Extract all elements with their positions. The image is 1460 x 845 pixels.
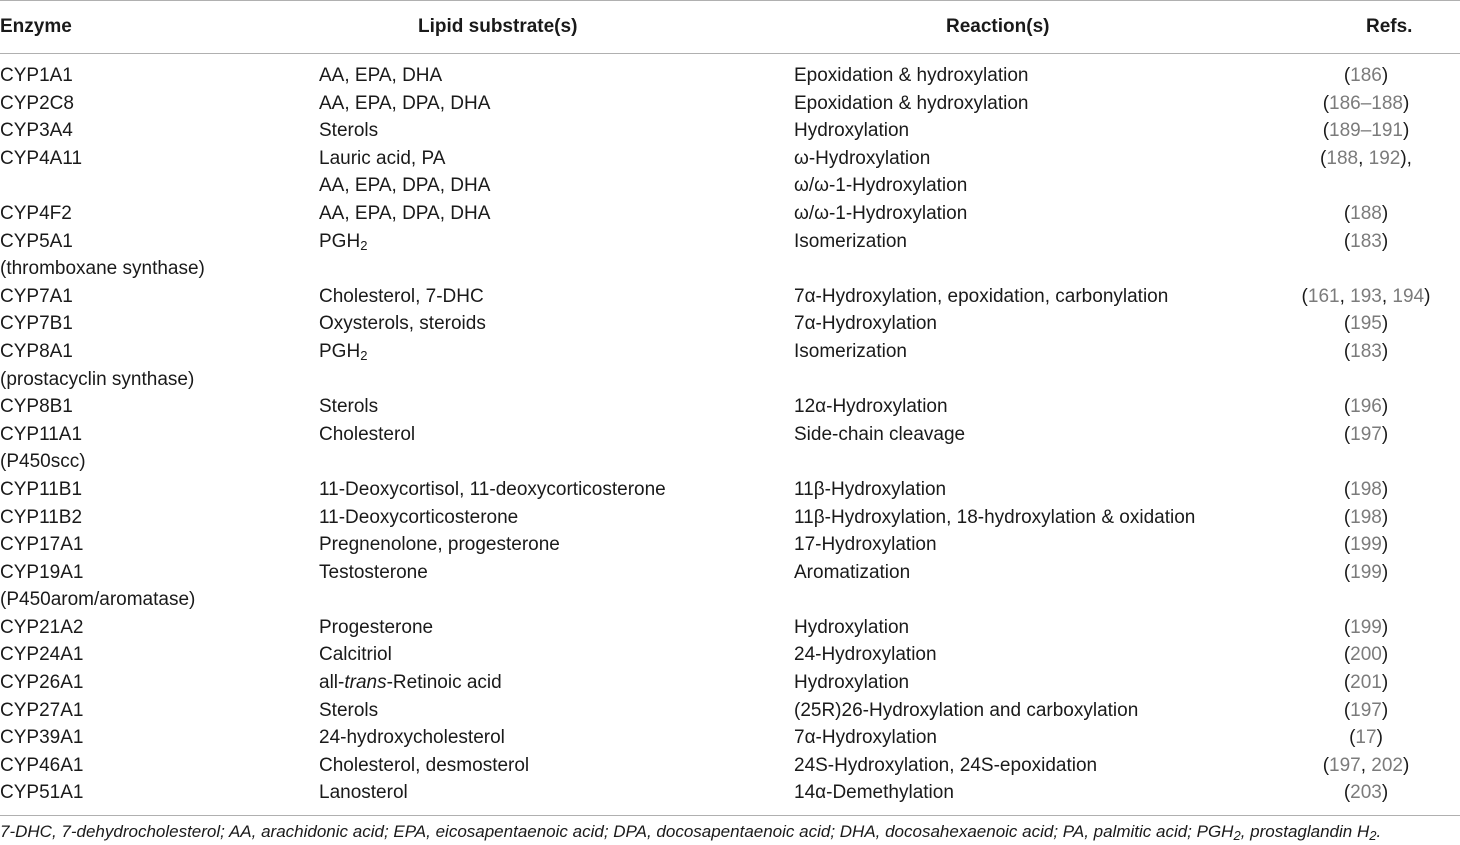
table-row — [0, 779, 1460, 807]
table-row — [0, 366, 1460, 394]
reference-link[interactable]: 198 — [1350, 506, 1382, 528]
substrate-cell — [319, 145, 445, 173]
enzyme-cell: CYP5A1 — [0, 230, 73, 252]
table-row — [0, 421, 1460, 449]
table-bottom-rule — [0, 815, 1460, 816]
table-row — [0, 228, 1460, 256]
reaction-cell: Epoxidation & hydroxylation — [794, 92, 1029, 114]
reaction-cell: Aromatization — [794, 561, 911, 583]
reaction-cell: 11β-Hydroxylation, 18-hydroxylation & oxidation — [794, 506, 1196, 528]
reaction-cell: Hydroxylation — [794, 672, 910, 694]
substrate-text: Calcitriol — [319, 644, 392, 666]
enzyme-cell: CYP39A1 — [0, 727, 84, 749]
substrate-cell — [319, 338, 367, 366]
substrate-cell — [319, 200, 490, 228]
substrate-cell — [319, 641, 392, 669]
table-row — [0, 338, 1460, 366]
reaction-cell: Side-chain cleavage — [794, 423, 966, 445]
substrate-text: PGH — [319, 340, 361, 362]
footnote-text-mid: , prostaglandin H — [1240, 822, 1370, 841]
refs-cell: (198) — [1343, 506, 1389, 528]
enzyme-cell: CYP11B2 — [0, 506, 83, 528]
reaction-cell: 24S-Hydroxylation, 24S-epoxidation — [794, 754, 1098, 776]
refs-cell: (183) — [1343, 340, 1389, 362]
reference-link[interactable]: 201 — [1350, 672, 1382, 694]
refs-cell: (199) — [1343, 561, 1389, 583]
reaction-cell: ω/ω-1-Hydroxylation — [794, 202, 968, 224]
reaction-cell: Isomerization — [794, 340, 907, 362]
refs-cell: (189–191) — [1322, 120, 1410, 142]
enzyme-cell: CYP8A1 — [0, 340, 73, 362]
reaction-cell: Hydroxylation — [794, 616, 910, 638]
reference-link[interactable]: 188 — [1350, 202, 1382, 224]
header-substrate: Lipid substrate(s) — [418, 16, 578, 37]
refs-cell: (186) — [1343, 65, 1389, 86]
reference-link[interactable]: 203 — [1350, 782, 1382, 804]
enzyme-cell: CYP17A1 — [0, 534, 84, 556]
reaction-cell: 14α-Demethylation — [794, 782, 954, 804]
table-row — [0, 172, 1460, 200]
enzyme-cell: (thromboxane synthase) — [0, 258, 205, 280]
substrate-text: AA, EPA, DPA, DHA — [319, 202, 491, 224]
substrate-text: Sterols — [319, 699, 379, 721]
enzyme-cell: (P450arom/aromatase) — [0, 589, 196, 611]
header-enzyme: Enzyme — [0, 16, 72, 37]
enzyme-cell: CYP51A1 — [0, 782, 84, 804]
reference-link[interactable]: 161 — [1307, 285, 1340, 307]
reference-link[interactable]: 183 — [1350, 230, 1382, 252]
refs-cell: (203) — [1343, 782, 1389, 804]
table-row — [0, 117, 1460, 145]
enzyme-cell: CYP27A1 — [0, 699, 84, 721]
refs-cell: (161, 193, 194) — [1301, 285, 1431, 307]
substrate-subscript: 2 — [360, 237, 368, 253]
substrate-text: Oxysterols, steroids — [319, 313, 486, 335]
footnote-sub-2: 2 — [1369, 828, 1377, 843]
substrate-prefix: all- — [319, 672, 345, 694]
substrate-text: PGH — [319, 230, 361, 252]
table-row — [0, 310, 1460, 338]
substrate-text: Lauric acid, PA — [319, 147, 446, 169]
substrate-text: Cholesterol, 7-DHC — [319, 285, 484, 307]
enzyme-cell: CYP46A1 — [0, 754, 84, 776]
substrate-cell — [319, 90, 490, 118]
table-row — [0, 448, 1460, 476]
enzyme-cell: CYP4F2 — [0, 202, 72, 224]
substrate-text: Pregnenolone, progesterone — [319, 534, 560, 556]
reference-link[interactable]: 189–191 — [1329, 120, 1403, 142]
table-row — [0, 200, 1460, 228]
reference-link[interactable]: 17 — [1355, 727, 1377, 749]
reference-link[interactable]: 199 — [1350, 534, 1382, 556]
substrate-cell — [319, 393, 378, 421]
table-row — [0, 697, 1460, 725]
substrate-cell — [319, 283, 484, 311]
substrate-text: AA, EPA, DHA — [319, 65, 443, 86]
enzyme-cell: CYP1A1 — [0, 65, 73, 86]
header-refs: Refs. — [1366, 16, 1413, 37]
enzyme-cell: CYP24A1 — [0, 644, 84, 666]
substrate-cell — [319, 697, 378, 725]
table-footnote — [0, 821, 1460, 843]
substrate-cell — [319, 228, 367, 256]
substrate-cell — [319, 752, 529, 780]
enzyme-cell: (P450scc) — [0, 451, 86, 473]
substrate-text: AA, EPA, DPA, DHA — [319, 175, 491, 197]
reaction-cell: (25R)26-Hydroxylation and carboxylation — [794, 699, 1139, 721]
substrate-italic: trans — [344, 672, 387, 694]
substrate-text: Progesterone — [319, 616, 434, 638]
refs-cell: (197, 202) — [1322, 754, 1410, 776]
refs-cell: (199) — [1343, 616, 1389, 638]
substrate-cell — [319, 504, 518, 532]
reference-link[interactable]: 192 — [1368, 147, 1401, 169]
substrate-text: Testosterone — [319, 561, 428, 583]
reference-link[interactable]: 196 — [1350, 396, 1382, 418]
table-row — [0, 90, 1460, 118]
reference-link[interactable]: 202 — [1371, 754, 1403, 776]
reference-link[interactable]: 197 — [1329, 754, 1361, 776]
reference-link[interactable]: 200 — [1350, 644, 1382, 666]
enzyme-cell: CYP26A1 — [0, 672, 84, 694]
reference-link[interactable]: 199 — [1350, 616, 1382, 638]
table-row — [0, 614, 1460, 642]
reaction-cell: Hydroxylation — [794, 120, 910, 142]
reference-link[interactable]: 183 — [1350, 340, 1382, 362]
table-row — [0, 669, 1460, 697]
enzyme-cell: CYP8B1 — [0, 396, 73, 418]
refs-cell: (197) — [1343, 699, 1389, 721]
table-row — [0, 283, 1460, 311]
substrate-cell — [319, 421, 415, 449]
reaction-cell: 12α-Hydroxylation — [794, 396, 948, 418]
footnote-text: 7-DHC, 7-dehydrocholesterol; AA, arachidonic acid; EPA, eicosapentaenoic acid; DPA, docosapentaenoic acid; DHA, docosahexaenoic acid; PA, palmitic acid; PGH — [0, 822, 1234, 841]
substrate-cell — [319, 669, 502, 697]
reference-link[interactable]: 195 — [1350, 313, 1382, 335]
refs-cell: (17) — [1349, 727, 1383, 749]
refs-cell: (199) — [1343, 534, 1389, 556]
reaction-cell: ω-Hydroxylation — [794, 147, 931, 169]
refs-cell: (195) — [1343, 313, 1389, 335]
enzyme-cell: CYP4A11 — [0, 147, 83, 169]
enzyme-cell: CYP3A4 — [0, 120, 73, 142]
refs-cell: (201) — [1343, 672, 1389, 694]
refs-trailing: , — [1406, 147, 1412, 169]
enzyme-cell: (prostacyclin synthase) — [0, 368, 195, 390]
enzyme-cell: CYP11A1 — [0, 423, 83, 445]
table-row — [0, 255, 1460, 283]
table-header — [0, 0, 1460, 54]
table-row — [0, 393, 1460, 421]
reference-link[interactable]: 197 — [1350, 699, 1382, 721]
substrate-text: Sterols — [319, 396, 379, 418]
substrate-cell — [319, 476, 666, 504]
reference-link[interactable]: 186 — [1350, 65, 1382, 86]
table-row — [0, 476, 1460, 504]
substrate-cell — [319, 172, 490, 200]
refs-cell: (186–188) — [1322, 92, 1410, 114]
substrate-text: 24-hydroxycholesterol — [319, 727, 505, 749]
header-reaction: Reaction(s) — [946, 16, 1050, 37]
reaction-cell: 17-Hydroxylation — [794, 534, 937, 556]
footnote-text-end: . — [1376, 822, 1382, 841]
table-row — [0, 504, 1460, 532]
reaction-cell: 7α-Hydroxylation — [794, 313, 937, 335]
substrate-cell — [319, 531, 560, 559]
table-row — [0, 62, 1460, 90]
refs-cell: (188) — [1343, 202, 1389, 224]
enzyme-cell: CYP21A2 — [0, 616, 84, 638]
reference-link[interactable]: 198 — [1350, 478, 1382, 500]
substrate-cell — [319, 779, 408, 807]
substrate-cell — [319, 559, 428, 587]
table-row — [0, 752, 1460, 780]
refs-cell: (198) — [1343, 478, 1389, 500]
reference-link[interactable]: 188 — [1326, 147, 1359, 169]
table-row — [0, 559, 1460, 587]
footnote-sub-1: 2 — [1233, 828, 1241, 843]
reference-link[interactable]: 197 — [1350, 423, 1382, 445]
enzyme-cell: CYP7B1 — [0, 313, 73, 335]
reaction-cell: 7α-Hydroxylation — [794, 727, 937, 749]
reaction-cell: ω/ω-1-Hydroxylation — [794, 175, 968, 197]
substrate-text: Sterols — [319, 120, 379, 142]
table-row — [0, 145, 1460, 173]
refs-cell: (188, 192), — [1320, 147, 1412, 169]
reference-link[interactable]: 193 — [1350, 285, 1382, 307]
reference-link[interactable]: 186–188 — [1329, 92, 1403, 114]
refs-cell: (196) — [1343, 396, 1389, 418]
table-row — [0, 586, 1460, 614]
refs-cell: (183) — [1343, 230, 1389, 252]
enzyme-cell: CYP2C8 — [0, 92, 74, 114]
substrate-cell — [319, 614, 433, 642]
substrate-text: 11-Deoxycorticosterone — [319, 506, 519, 528]
enzyme-cell: CYP19A1 — [0, 561, 84, 583]
reaction-cell: Epoxidation & hydroxylation — [794, 65, 1029, 86]
substrate-cell — [319, 724, 505, 752]
reaction-cell: Isomerization — [794, 230, 907, 252]
table-row — [0, 531, 1460, 559]
table-row — [0, 724, 1460, 752]
refs-cell: (200) — [1343, 644, 1389, 666]
reaction-cell: 24-Hydroxylation — [794, 644, 937, 666]
enzyme-cell: CYP11B1 — [0, 478, 83, 500]
substrate-cell — [319, 117, 378, 145]
enzyme-cell: CYP7A1 — [0, 285, 73, 307]
substrate-text: Cholesterol, desmosterol — [319, 754, 530, 776]
reaction-cell: 11β-Hydroxylation — [794, 478, 947, 500]
substrate-text: AA, EPA, DPA, DHA — [319, 92, 491, 114]
table-body — [0, 62, 1460, 807]
reference-link[interactable]: 194 — [1392, 285, 1425, 307]
substrate-text: Lanosterol — [319, 782, 408, 804]
reference-link[interactable]: 199 — [1350, 561, 1382, 583]
substrate-cell — [319, 310, 486, 338]
substrate-text: Cholesterol — [319, 423, 416, 445]
substrate-cell — [319, 62, 442, 90]
reaction-cell: 7α-Hydroxylation, epoxidation, carbonylation — [794, 285, 1169, 307]
substrate-text: 11-Deoxycortisol, 11-deoxycorticosterone — [319, 478, 666, 500]
substrate-subscript: 2 — [360, 347, 368, 363]
table-row — [0, 641, 1460, 669]
substrate-text: -Retinoic acid — [386, 672, 502, 694]
refs-cell: (197) — [1343, 423, 1389, 445]
